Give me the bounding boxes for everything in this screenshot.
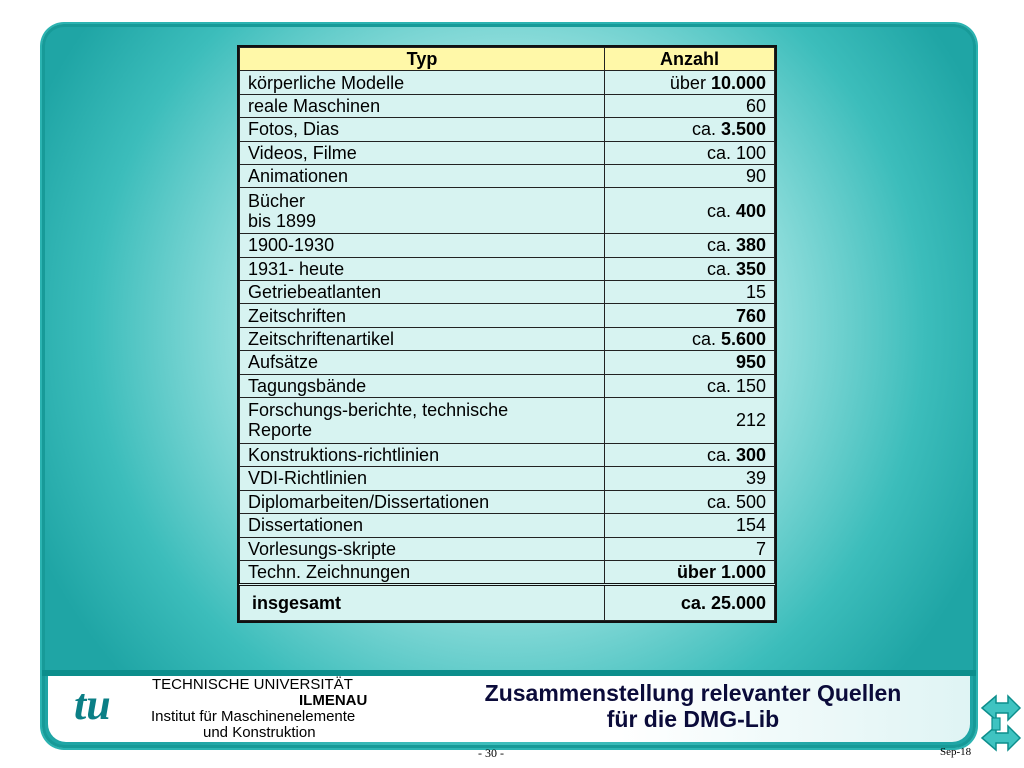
cell-anzahl [605, 94, 775, 117]
cell-typ-text: Forschungs-berichte, technische [248, 400, 509, 421]
cell-anzahl [605, 257, 775, 280]
cell-anzahl-value: 10.000 [710, 72, 766, 93]
institute-line1: Institut für Maschinenelemente [151, 708, 356, 725]
cell-anzahl [605, 374, 775, 397]
cell-typ [240, 490, 605, 513]
cell-anzahl [605, 351, 775, 374]
cell-anzahl [605, 327, 775, 350]
cell-anzahl [605, 281, 775, 304]
table-row [240, 188, 775, 234]
cell-typ-text: Bücher [248, 190, 306, 211]
slide-date: Sep-18 [940, 746, 972, 758]
cell-anzahl [605, 398, 775, 444]
cell-anzahl-value: 150 [735, 375, 766, 396]
cell-anzahl [605, 467, 775, 490]
cell-anzahl [605, 165, 775, 188]
table-row [240, 327, 775, 350]
cell-typ [240, 165, 605, 188]
cell-anzahl-value: 380 [735, 235, 766, 256]
cell-typ [240, 351, 605, 374]
cell-anzahl-value: 350 [735, 258, 766, 279]
table-row [240, 281, 775, 304]
cell-anzahl-value: 60 [745, 96, 766, 117]
university-name-line1: TECHNISCHE UNIVERSITÄT [152, 676, 353, 693]
cell-anzahl-value: 3.500 [720, 119, 766, 140]
cell-typ-text: VDI-Richtlinien [248, 468, 368, 489]
table-row [240, 443, 775, 466]
cell-typ [240, 304, 605, 327]
total-label: insgesamt [240, 585, 605, 621]
cell-anzahl-value: 39 [745, 468, 766, 489]
cell-anzahl-prefix: ca. [706, 258, 736, 279]
cell-anzahl [605, 71, 775, 94]
cell-typ-text: bis 1899 [248, 210, 317, 231]
institute-line2: und Konstruktion [203, 724, 316, 741]
navigation-arrows-icon[interactable] [978, 690, 1024, 760]
tu-ilmenau-logo [72, 683, 144, 725]
cell-typ-text: Zeitschriftenartikel [248, 329, 395, 350]
cell-typ [240, 234, 605, 257]
total-value: ca. 25.000 [605, 585, 775, 621]
cell-anzahl-prefix: ca. [706, 142, 736, 163]
table-row [240, 490, 775, 513]
table-row [240, 351, 775, 374]
cell-typ-text: Techn. Zeichnungen [248, 562, 411, 583]
cell-typ [240, 118, 605, 141]
cell-anzahl [605, 118, 775, 141]
cell-anzahl-value: 1.000 [720, 562, 766, 583]
table-row [240, 141, 775, 164]
cell-anzahl [605, 443, 775, 466]
cell-anzahl [605, 490, 775, 513]
cell-typ-text: Dissertationen [248, 515, 364, 536]
cell-typ-text: reale Maschinen [248, 96, 381, 117]
cell-anzahl-value: 400 [735, 200, 766, 221]
cell-typ [240, 188, 605, 234]
cell-anzahl-prefix: ca. [706, 235, 736, 256]
logo-text: tu [74, 683, 111, 725]
cell-anzahl-prefix: ca. [706, 445, 736, 466]
cell-typ [240, 281, 605, 304]
table-row [240, 560, 775, 584]
cell-typ [240, 94, 605, 117]
table-row [240, 165, 775, 188]
cell-typ-text: Vorlesungs-skripte [248, 538, 397, 559]
cell-anzahl-prefix: ca. [706, 200, 736, 221]
table-row [240, 257, 775, 280]
table-total-row [240, 585, 775, 621]
cell-anzahl-value: 760 [735, 305, 766, 326]
cell-typ [240, 257, 605, 280]
cell-typ [240, 514, 605, 537]
cell-anzahl-value: 100 [735, 142, 766, 163]
cell-anzahl-value: 7 [755, 538, 766, 559]
nav-connector-icon [992, 718, 1000, 730]
cell-typ-text: Reporte [248, 420, 313, 441]
cell-anzahl [605, 304, 775, 327]
cell-typ-text: Diplomarbeiten/Dissertationen [248, 491, 490, 512]
cell-anzahl [605, 514, 775, 537]
cell-anzahl-value: 300 [735, 445, 766, 466]
sources-table [237, 45, 777, 623]
cell-anzahl-prefix: über [676, 562, 721, 583]
header-typ: Typ [240, 48, 605, 71]
cell-typ-text: Zeitschriften [248, 305, 347, 326]
table-row [240, 374, 775, 397]
cell-typ-text: Videos, Filme [248, 142, 357, 163]
cell-anzahl-value: 212 [735, 410, 766, 431]
table-row [240, 467, 775, 490]
cell-typ [240, 537, 605, 560]
cell-anzahl [605, 560, 775, 584]
cell-typ [240, 560, 605, 584]
cell-anzahl-prefix: ca. [691, 119, 721, 140]
cell-anzahl [605, 141, 775, 164]
cell-anzahl-value: 500 [735, 491, 766, 512]
table-row [240, 514, 775, 537]
cell-typ-text: körperliche Modelle [248, 72, 405, 93]
cell-typ-text: Konstruktions-richtlinien [248, 445, 440, 466]
table-row [240, 118, 775, 141]
cell-anzahl-value: 154 [735, 515, 766, 536]
table-row [240, 304, 775, 327]
cell-anzahl-prefix: ca. [691, 329, 721, 350]
cell-typ [240, 374, 605, 397]
cell-anzahl-prefix: ca. [706, 491, 736, 512]
cell-typ-text: Animationen [248, 166, 349, 187]
cell-typ-text: Getriebeatlanten [248, 282, 382, 303]
table-row [240, 234, 775, 257]
cell-typ-text: 1900-1930 [248, 235, 335, 256]
cell-anzahl [605, 188, 775, 234]
table-row [240, 398, 775, 444]
cell-typ-text: Tagungsbände [248, 375, 367, 396]
cell-typ-text: Fotos, Dias [248, 119, 340, 140]
table-row [240, 71, 775, 94]
cell-typ-text: 1931- heute [248, 258, 345, 279]
cell-anzahl [605, 234, 775, 257]
slide-title-line2: für die DMG-Lib [606, 706, 780, 732]
cell-anzahl-value: 90 [745, 166, 766, 187]
cell-typ-text: Aufsätze [248, 352, 319, 373]
cell-anzahl-value: 15 [745, 282, 766, 303]
cell-anzahl-prefix: über [669, 72, 711, 93]
table-row [240, 537, 775, 560]
table-row [240, 94, 775, 117]
cell-typ [240, 141, 605, 164]
slide-title-line1: Zusammenstellung relevanter Quellen [484, 680, 902, 706]
university-name-line2: ILMENAU [299, 692, 368, 709]
cell-typ [240, 327, 605, 350]
slide-title [428, 680, 958, 732]
table-header-row [240, 48, 775, 71]
cell-typ [240, 71, 605, 94]
cell-anzahl-value: 5.600 [720, 329, 766, 350]
cell-typ [240, 398, 605, 444]
header-anzahl: Anzahl [605, 48, 775, 71]
cell-anzahl-prefix: ca. [706, 375, 736, 396]
nav-arrow-right-icon [982, 696, 1020, 720]
cell-typ [240, 443, 605, 466]
nav-arrow-left-icon [982, 726, 1020, 750]
cell-anzahl [605, 537, 775, 560]
cell-anzahl-value: 950 [735, 352, 766, 373]
cell-typ [240, 467, 605, 490]
page-number: - 30 - [478, 746, 504, 760]
